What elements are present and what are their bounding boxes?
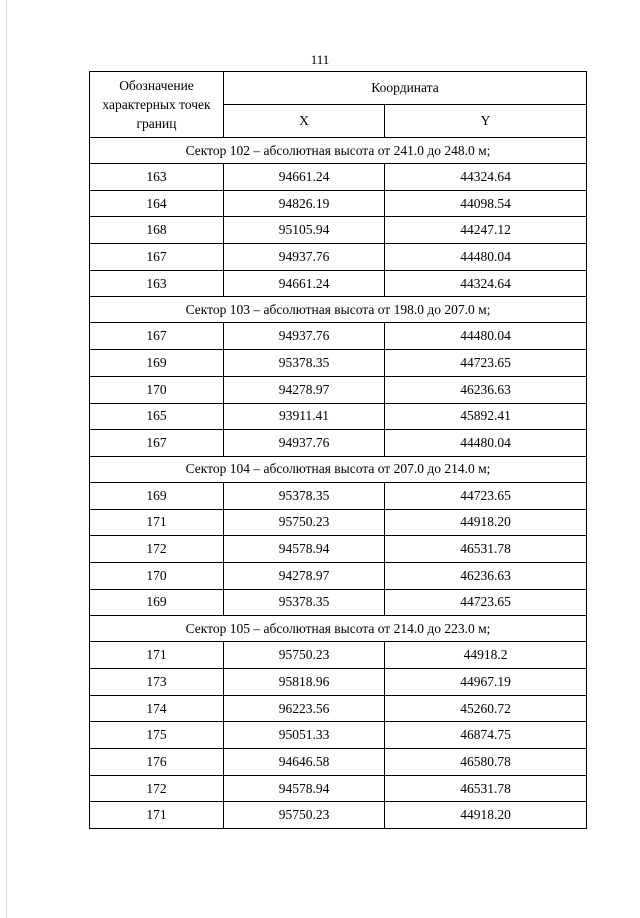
x-coordinate-cell: 95750.23 [224, 509, 385, 536]
table-row [90, 669, 587, 696]
y-coordinate-cell: 46874.75 [385, 722, 587, 749]
y-coordinate-cell: 44918.20 [385, 509, 587, 536]
x-coordinate-cell: 95750.23 [224, 802, 385, 829]
y-coordinate-cell: 46580.78 [385, 749, 587, 776]
table-row [90, 562, 587, 589]
y-coordinate-cell: 44480.04 [385, 244, 587, 271]
table-body [90, 138, 587, 829]
point-cell: 165 [90, 403, 224, 430]
x-column-header: X [224, 105, 385, 138]
point-cell: 164 [90, 190, 224, 217]
table-row [90, 722, 587, 749]
y-coordinate-cell: 45260.72 [385, 695, 587, 722]
table-row [90, 403, 587, 430]
x-coordinate-cell: 94646.58 [224, 749, 385, 776]
table-row [90, 509, 587, 536]
x-coordinate-cell: 94278.97 [224, 562, 385, 589]
point-cell: 167 [90, 323, 224, 350]
table-row [90, 642, 587, 669]
coordinate-header: Координата [224, 72, 587, 105]
y-coordinate-cell: 44098.54 [385, 190, 587, 217]
x-coordinate-cell: 94578.94 [224, 536, 385, 563]
table-row [90, 244, 587, 271]
point-cell: 167 [90, 244, 224, 271]
point-cell: 169 [90, 350, 224, 377]
point-cell: 170 [90, 562, 224, 589]
table-row [90, 430, 587, 457]
sector-row [90, 616, 587, 642]
point-cell: 171 [90, 509, 224, 536]
table-row [90, 802, 587, 829]
table-row [90, 323, 587, 350]
y-coordinate-cell: 44918.20 [385, 802, 587, 829]
point-cell: 167 [90, 430, 224, 457]
scan-margin-line [6, 0, 7, 918]
x-coordinate-cell: 95818.96 [224, 669, 385, 696]
x-coordinate-cell: 96223.56 [224, 695, 385, 722]
page-number: 111 [310, 52, 330, 67]
y-coordinate-cell: 44480.04 [385, 430, 587, 457]
table-row [90, 190, 587, 217]
sector-title: Сектор 105 – абсолютная высота от 214.0 до 223.0 м; [90, 616, 587, 642]
point-cell: 171 [90, 642, 224, 669]
table-row [90, 164, 587, 191]
sector-title: Сектор 104 – абсолютная высота от 207.0 до 214.0 м; [90, 456, 587, 482]
x-coordinate-cell: 94937.76 [224, 430, 385, 457]
x-coordinate-cell: 95378.35 [224, 482, 385, 509]
point-cell: 163 [90, 270, 224, 297]
y-coordinate-cell: 44480.04 [385, 323, 587, 350]
y-coordinate-cell: 44324.64 [385, 270, 587, 297]
table-row [90, 536, 587, 563]
point-cell: 171 [90, 802, 224, 829]
y-coordinate-cell: 44723.65 [385, 482, 587, 509]
y-coordinate-cell: 46236.63 [385, 562, 587, 589]
point-cell: 176 [90, 749, 224, 776]
x-coordinate-cell: 94661.24 [224, 270, 385, 297]
y-coordinate-cell: 44723.65 [385, 350, 587, 377]
y-column-header: Y [385, 105, 587, 138]
point-cell: 169 [90, 482, 224, 509]
x-coordinate-cell: 94661.24 [224, 164, 385, 191]
point-cell: 170 [90, 376, 224, 403]
point-cell: 168 [90, 217, 224, 244]
table-row [90, 270, 587, 297]
x-coordinate-cell: 93911.41 [224, 403, 385, 430]
point-cell: 163 [90, 164, 224, 191]
sector-title: Сектор 103 – абсолютная высота от 198.0 до 207.0 м; [90, 297, 587, 323]
table-row [90, 695, 587, 722]
table-row [90, 376, 587, 403]
x-coordinate-cell: 94826.19 [224, 190, 385, 217]
y-coordinate-cell: 46531.78 [385, 536, 587, 563]
table-row [90, 217, 587, 244]
coordinates-table [89, 71, 587, 829]
x-coordinate-cell: 94578.94 [224, 775, 385, 802]
x-coordinate-cell: 95051.33 [224, 722, 385, 749]
sector-row [90, 138, 587, 164]
y-coordinate-cell: 44723.65 [385, 589, 587, 616]
x-coordinate-cell: 95750.23 [224, 642, 385, 669]
y-coordinate-cell: 46531.78 [385, 775, 587, 802]
y-coordinate-cell: 45892.41 [385, 403, 587, 430]
point-cell: 173 [90, 669, 224, 696]
point-cell: 172 [90, 536, 224, 563]
point-cell: 175 [90, 722, 224, 749]
table-row [90, 482, 587, 509]
x-coordinate-cell: 94937.76 [224, 323, 385, 350]
x-coordinate-cell: 94278.97 [224, 376, 385, 403]
sector-row [90, 456, 587, 482]
table-row [90, 350, 587, 377]
y-coordinate-cell: 44918.2 [385, 642, 587, 669]
point-designation-header: Обозначение характерных точек границ [90, 72, 224, 138]
x-coordinate-cell: 94937.76 [224, 244, 385, 271]
point-cell: 169 [90, 589, 224, 616]
table-row [90, 589, 587, 616]
x-coordinate-cell: 95378.35 [224, 350, 385, 377]
table-row [90, 749, 587, 776]
sector-title: Сектор 102 – абсолютная высота от 241.0 до 248.0 м; [90, 138, 587, 164]
point-cell: 172 [90, 775, 224, 802]
x-coordinate-cell: 95105.94 [224, 217, 385, 244]
sector-row [90, 297, 587, 323]
y-coordinate-cell: 44324.64 [385, 164, 587, 191]
y-coordinate-cell: 44967.19 [385, 669, 587, 696]
x-coordinate-cell: 95378.35 [224, 589, 385, 616]
point-cell: 174 [90, 695, 224, 722]
y-coordinate-cell: 44247.12 [385, 217, 587, 244]
table-row [90, 775, 587, 802]
y-coordinate-cell: 46236.63 [385, 376, 587, 403]
